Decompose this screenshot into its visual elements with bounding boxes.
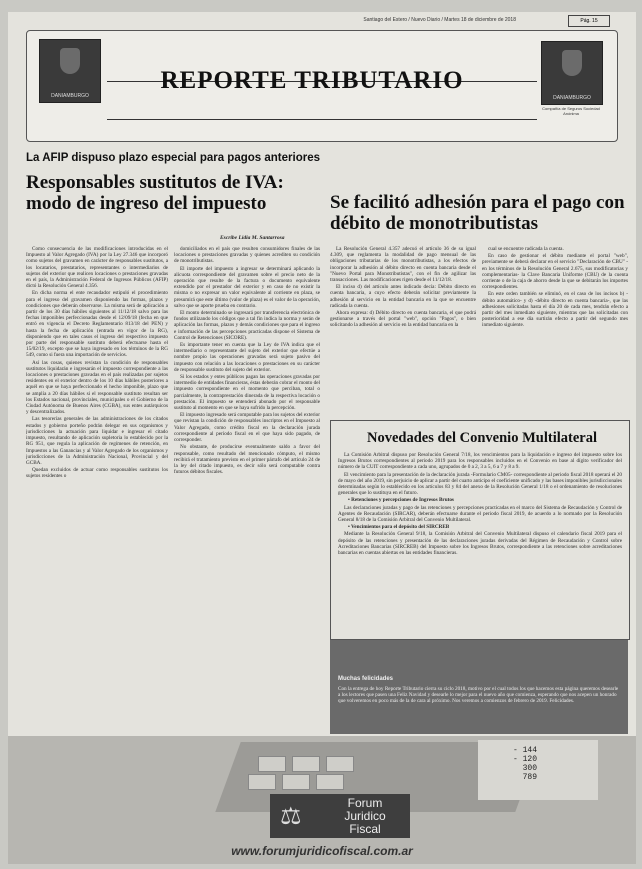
page-title: REPORTE TRIBUTARIO [160, 67, 464, 94]
article2-column-1 [330, 246, 476, 414]
right-logo-sub: Compañía de Seguros Sociedad Anónima [542, 106, 600, 116]
right-logo-label: DANIAMBURGO [553, 95, 591, 101]
newspaper-page [8, 12, 636, 864]
brand-line-1: Forum [347, 796, 383, 810]
paragraph: La Comisión Arbitral dispuso por Resolución General 7/18, los vencimientos para la liquidación e ingreso del impuesto sobre los Ingresos Brutos correspondientes al periodo 2019 para los responsables incluidos en el Convenio en base al dígito verificador del número de la CUIT correspondiente a cada uno, agrupados de 0 a 2, 3 a 5, 6 a 7 y 8 a 9. [338, 452, 622, 471]
felicidades-box [330, 640, 628, 734]
paragraph: Como consecuencia de las modificaciones introducidas en el Impuesto al Valor Agregado (IVA) por la Ley 27.346 que incorporó como sujetos del gravamen en carácter de responsables sustitutos, a los locatarios, prestatarios, representantes o intermediarios de sujetos del exterior que realicen locaciones o prestaciones gravadas en el país, la Administración Federal de Ingresos Públicos (AFIP) dictó la Resolución General 4.356. [26, 246, 168, 290]
calculator-key [292, 756, 320, 772]
paragraph: Es importante tener en cuenta que la Ley de IVA indica que el intermediario o representante del sujeto del exterior que efectúe a nombre propio las operaciones gravadas será sujeto pasivo del impuesto con relación a las locaciones o prestaciones en su carácter de responsable sustituto del sujeto del exterior. [174, 342, 320, 373]
scales-icon: ⚖ [280, 802, 302, 830]
page-number: Pág. 15 [568, 15, 610, 27]
article1-kicker: La AFIP dispuso plazo especial para pagos anteriores [26, 152, 320, 164]
felicidades-text: Con la entrega de hoy Reporte Tributario cierra su ciclo 2018, motivo por el cual todos los que hacemos esta página queremos desearle a los lectores que pasen una Feliz Navidad y desearle lo mejor para el nuevo año que comienza, esperando que nos acepen un honrado que volveremos en poco más de la de cara al próximo. Nos veremos a comienzos de febrero de 2019. Felicidades. [338, 686, 619, 705]
felicidades-heading: Muchas felicidades [338, 676, 394, 682]
paragraph: Si los estados y entes públicos pagan las operaciones gravadas por intermedio de entidades financieras, éstas deberán cobrar el monto del impuesto correspondiente en el momento que perciban, total o parcialmente, la contraprestación dinerada de la respectiva locación o prestación. El impuesto se entenderá abonado por el responsable sustituto al momento en que se haya sufrido la percepción. [174, 374, 320, 412]
calculator-key [258, 756, 286, 772]
calculator-key [248, 774, 276, 790]
paragraph: Las declaraciones juradas y pago de las retenciones y percepciones practicadas en el marco del Sistema de Recaudación y Control de Agentes de Recaudación (SIRCAR), deberán efectuarse durante el periodo fiscal 2019, de acuerdo a lo normado por la Resolución General 8/18 de la Comisión Arbitral del Convenio Multilateral. [338, 504, 622, 524]
paragraph: El impuesto ingresado será computable para los sujetos del exterior que revistan la condición de responsables inscriptos en el Impuesto al Valor Agregado, como crédito fiscal en la declaración jurada correspondiente al período fiscal en el que haya sido pagado, de corresponder. [174, 412, 320, 444]
convenio-body [338, 452, 622, 636]
brand-logo [270, 794, 410, 838]
paragraph: Ahora expresa: d) Débito directo en cuenta bancaria, el que podrá gestionarse a través del portal "web", opción "Pagos", o bien solicitando la adhesión al servicio en la entidad bancaria en la [330, 310, 476, 329]
paragraph: El monto determinado se ingresará por transferencia electrónica de fondos utilizando los códigos que a tal fin indica la norma y serán de aplicación las formas, plazos y demás condiciones que para el ingreso e información de las percepciones practicadas dispone el Sistema de Control de Retenciones (SICORE). [174, 310, 320, 341]
paragraph: En dicha norma el ente recaudador estipuló el procedimiento para el ingreso del gravamen disponiendo las formas, plazos y condiciones que deberán observarse. La misma será de aplicación a partir de los 30 días hábiles siguientes al 11/12/18 salvo para las fechas imponibles perfeccionadas desde el 12/09/18 (fecha en que entró en vigencia el Decreto Reglamentario 813/18 del PEN) y hasta la fecha de aplicación (entrada en vigor de la RG), disponiendo que en tales casos el ingreso del respectivo impuesto por parte del responsable sustituto deberá efectuarse hasta el 15/02/19, excepto que se haya ingresado en los términos de la RG 549, como si fuera una importación de servicios. [26, 290, 168, 359]
receipt-numbers: - 144 - 120 300 789 [513, 746, 538, 782]
article2-headline: Se facilitó adhesión para el pago con débito de monotributistas [330, 192, 625, 234]
advertiser-url[interactable]: www.forumjuridicofiscal.com.ar [231, 844, 413, 858]
brand-line-2: Juridico [344, 809, 386, 823]
paragraph: En caso de gestionar el débito mediante el portal "web", previamente se deberá declarar en el servicio "Declaración de CBU" -en los términos de la Resolución General 2.675, sus modificatorias y complementarias- la Clave Bancaria Uniforme (CBU) de la cuenta corriente o de la caja de ahorro desde la que se debitarán los importes correspondientes. [482, 253, 628, 291]
crest-icon [60, 48, 80, 74]
brand-line-3: Fiscal [349, 822, 381, 836]
calculator-key [316, 774, 344, 790]
paragraph: La Resolución General 4.357 adecuó el artículo 36 de su igual 4.309, que reglamenta la modalidad de pago mensual de las obligaciones tributarias de los monotributistas, a los efectos de incorporar la adhesión al débito directo en cuenta bancaria desde el "Nuevo Portal para Monotributistas", con el fin de agilizar las transacciones. Las modificaciones rigen desde el 11/12/18. [330, 246, 476, 284]
left-logo [39, 39, 101, 103]
paragraph: Así las cosas, quienes revistan la condición de responsables sustitutos liquidarán e ingresarán el impuesto correspondiente a las locaciones o prestaciones gravadas en el país realizadas por sujetos residentes en el exterior dentro de los 10 días hábiles posteriores a aquél en que se haya perfeccionado el hecho imponible, plazo que se amplía a 20 días hábiles si el responsable sustituto resultan ser los Estados nacional, provinciales, municipales o el Gobierno de la Ciudad Autónoma de Buenos Aires (CGBA), sus entes autárquicos y descentralizados. [26, 359, 168, 416]
subheading: • Vencimientos para el depósito del SIRCREB [348, 524, 450, 531]
paragraph: Mediante la Resolución General 9/18, la Comisión Arbitral del Convenio Multilateral dispuso el calendario fiscal 2019 para el depósito de las retenciones y presentación de las declaraciones juradas derivadas del Régimen de Recaudación y Control sobre Acreditaciones Bancarias (SIRCREB) del Impuesto sobre los Ingresos Brutos, correspondiente a las retenciones sobre acreditaciones bancarias en cuentas abiertas en las entidades financieras. [338, 531, 622, 557]
paragraph: El inciso d) del artículo antes indicado decía: Débito directo en cuenta bancaria, a cuyo efecto deberán solicitar previamente la adhesión al servicio en la entidad bancaria en la que se encuentre radicada la cuenta. [330, 284, 476, 309]
calculator-key [282, 774, 310, 790]
dateline: Santiago del Estero / Nuevo Diario / Martes 18 de diciembre de 2018 [363, 17, 516, 23]
subheading: • Retenciones y percepciones de Ingresos Brutos [348, 497, 454, 504]
paragraph: Quedan excluidos de actuar como responsables sustitutos los sujetos residentes o [26, 467, 168, 480]
paragraph: El vencimiento para la presentación de la declaración jurada -Formulario CM05- correspondiente al periodo fiscal 2018 operará el 20 de mayo del año 2019, sin perjuicio de aplicar a partir del cuarto anticipo el coeficiente unificado y las bases imponibles jurisdiccionales determinadas según lo establecido en los artículos 83 y 84 del anexo de la Resolución General 1/18 o el ordenamiento de resoluciones generales que lo sustituya en el futuro. [338, 471, 622, 497]
calculator-key [326, 756, 354, 772]
article1-byline: Escribe Lidia M. Santarrosa [220, 235, 285, 241]
receipt-tape [478, 740, 598, 800]
paragraph: domiciliados en el país que resulten consumidores finales de las locaciones o prestaciones gravadas y quienes acrediten su condición de monotributistas. [174, 246, 320, 265]
convenio-headline: Novedades del Convenio Multilateral [367, 430, 597, 446]
paragraph: El importe del impuesto a ingresar se determinará aplicando la alícuota correspondiente del gravamen sobre el precio neto de la operación que resulte de la factura o documento equivalente extendido por el prestador del exterior y en caso de no existir la misma o no expresar un valor equivalente al corriente en plaza, se presumirá que este último (valor de plaza) es el valor de la operación, salvo que se aporte prueba en contrario. [174, 265, 320, 309]
section-header [26, 30, 618, 142]
paragraph: No obstante, de producirse eventualmente saldo a favor del responsable, como resultado del mencionado cómputo, el mismo recibirá el tratamiento previsto en el primer párrafo del artículo 24 de la ley del citado impuesto, es decir sólo será computable contra futuros débitos fiscales. [174, 444, 320, 476]
article2-column-2 [482, 246, 628, 414]
paragraph: cual se encuentre radicada la cuenta. [488, 246, 564, 252]
paragraph: En este orden también se eliminó, en el caso de los incisos b) -débito automático- y d) -débito directo en cuenta bancaria-, que las adhesiones solicitadas hasta el día 20 de cada mes, tendrán efecto a partir del mes inmediato siguiente, mientras que las solicitadas con posterioridad a ese día surtirán efecto a partir del segundo mes inmediato siguiente. [482, 291, 628, 329]
right-logo [541, 41, 603, 105]
paragraph: Las tesorerías generales de las administraciones de los citados estados y gobierno porteño podrán delegar en sus organismos y jurisdicciones la actuación para liquidar e ingresar el citado impuesto, resultando de aplicación supletoria lo establecido por la RG 951, que regula la aplicación de regímenes de retención, en Impuestos a las Ganancias y al Valor Agregado de los organismos y jurisdicciones de la Administración Nacional, Provincial y del GCBA. [26, 416, 168, 466]
article1-column-2 [174, 246, 320, 732]
advertisement [8, 736, 636, 864]
header-rule [107, 119, 537, 120]
crest-icon [562, 50, 582, 76]
article1-headline: Responsables sustitutos de IVA: modo de ingreso del impuesto [26, 172, 284, 214]
left-logo-label: DANIAMBURGO [51, 93, 89, 99]
article1-column-1 [26, 246, 168, 732]
